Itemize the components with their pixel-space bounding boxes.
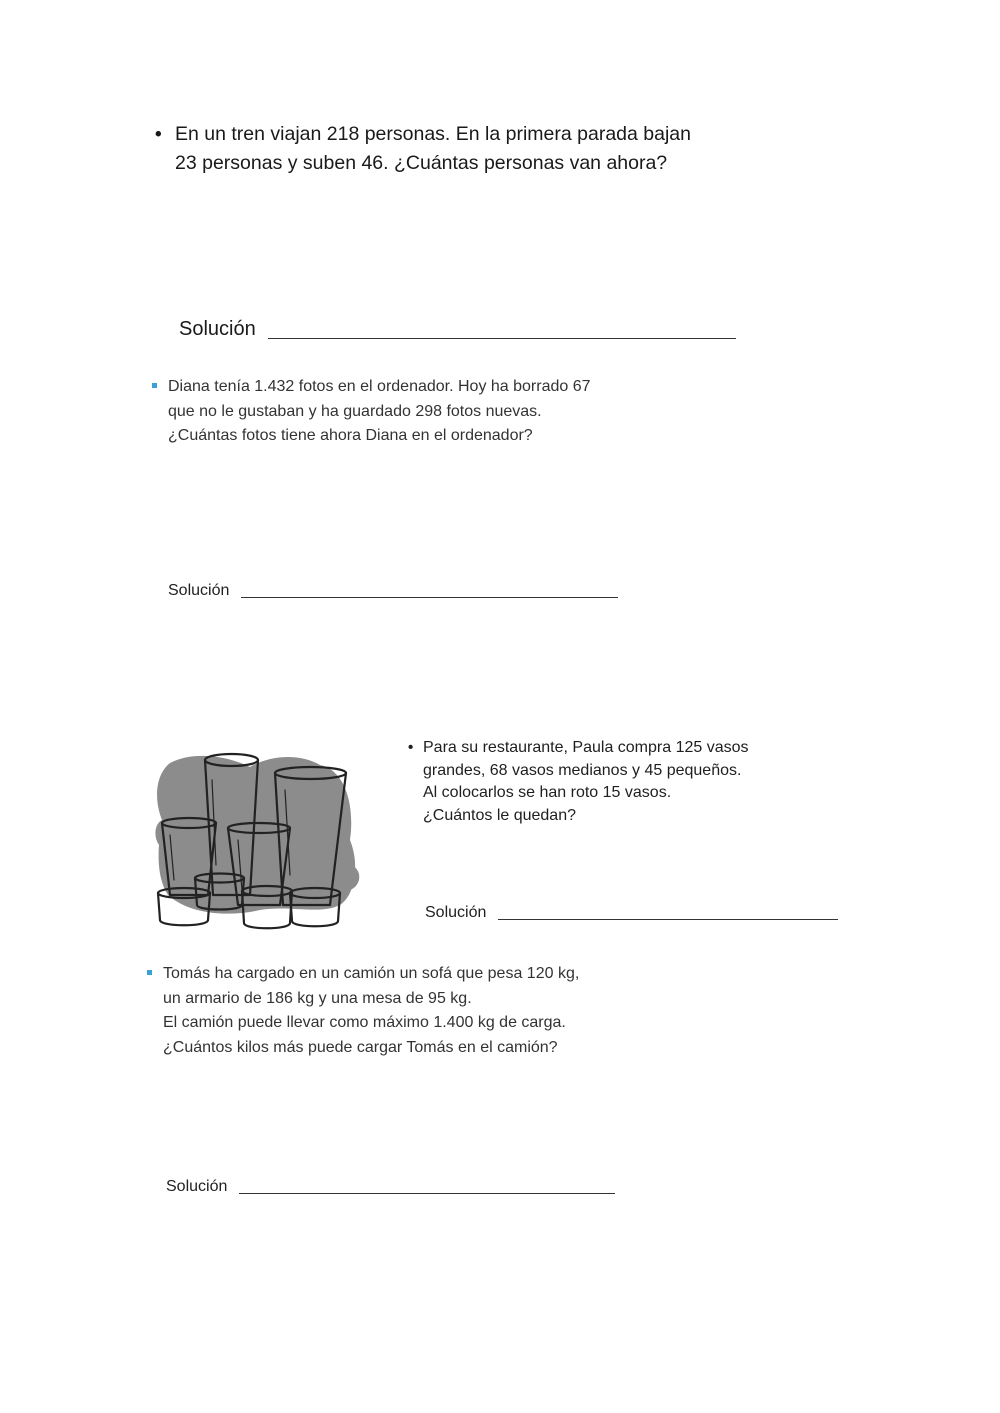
problem-text-line: ¿Cuántos kilos más puede cargar Tomás en el camión? xyxy=(163,1038,558,1056)
bullet: • xyxy=(408,739,414,756)
solution-row-1 xyxy=(179,318,736,341)
glasses-illustration xyxy=(150,745,365,935)
solution-row-4 xyxy=(166,1178,615,1196)
problem-text-line: grandes, 68 vasos medianos y 45 pequeños. xyxy=(423,761,742,779)
solution-answer-line[interactable] xyxy=(239,1193,615,1194)
solution-answer-line[interactable] xyxy=(498,919,838,920)
solution-answer-line[interactable] xyxy=(241,597,618,598)
problem-text-line: ¿Cuántas fotos tiene ahora Diana en el ordenador? xyxy=(168,427,533,444)
problem-text-line: El camión puede llevar como máximo 1.400 kg de carga. xyxy=(163,1014,566,1031)
problem-text-line: ¿Cuántos le quedan? xyxy=(423,806,576,824)
solution-label: Solución xyxy=(168,582,230,599)
problem-text-line: Diana tenía 1.432 fotos en el ordenador. Hoy ha borrado 67 xyxy=(168,378,591,395)
problem-4 xyxy=(163,962,579,1060)
solution-answer-line[interactable] xyxy=(268,338,736,339)
problem-text-line: En un tren viajan 218 personas. En la primera parada bajan xyxy=(175,123,691,145)
solution-row-2 xyxy=(168,582,618,600)
problem-text-line: que no le gustaban y ha guardado 298 fotos nuevas. xyxy=(168,402,542,420)
square-bullet-icon xyxy=(147,970,152,975)
solution-label: Solución xyxy=(425,904,487,921)
solution-label: Solución xyxy=(179,318,256,340)
problem-text-line: Tomás ha cargado en un camión un sofá que pesa 120 kg, xyxy=(163,965,580,982)
problem-2 xyxy=(168,375,591,449)
problem-text-line: Para su restaurante, Paula compra 125 vasos xyxy=(423,739,749,756)
problem-3 xyxy=(408,737,749,827)
square-bullet-icon xyxy=(152,383,157,388)
problem-text-line: Al colocarlos se han roto 15 vasos. xyxy=(423,784,672,801)
solution-label: Solución xyxy=(166,1178,228,1195)
problem-1 xyxy=(155,120,691,178)
solution-row-3 xyxy=(425,904,838,922)
problem-text-line: 23 personas y suben 46. ¿Cuántas personas van ahora? xyxy=(175,152,668,174)
problem-text-line: un armario de 186 kg y una mesa de 95 kg. xyxy=(163,989,472,1007)
bullet: • xyxy=(155,124,162,145)
